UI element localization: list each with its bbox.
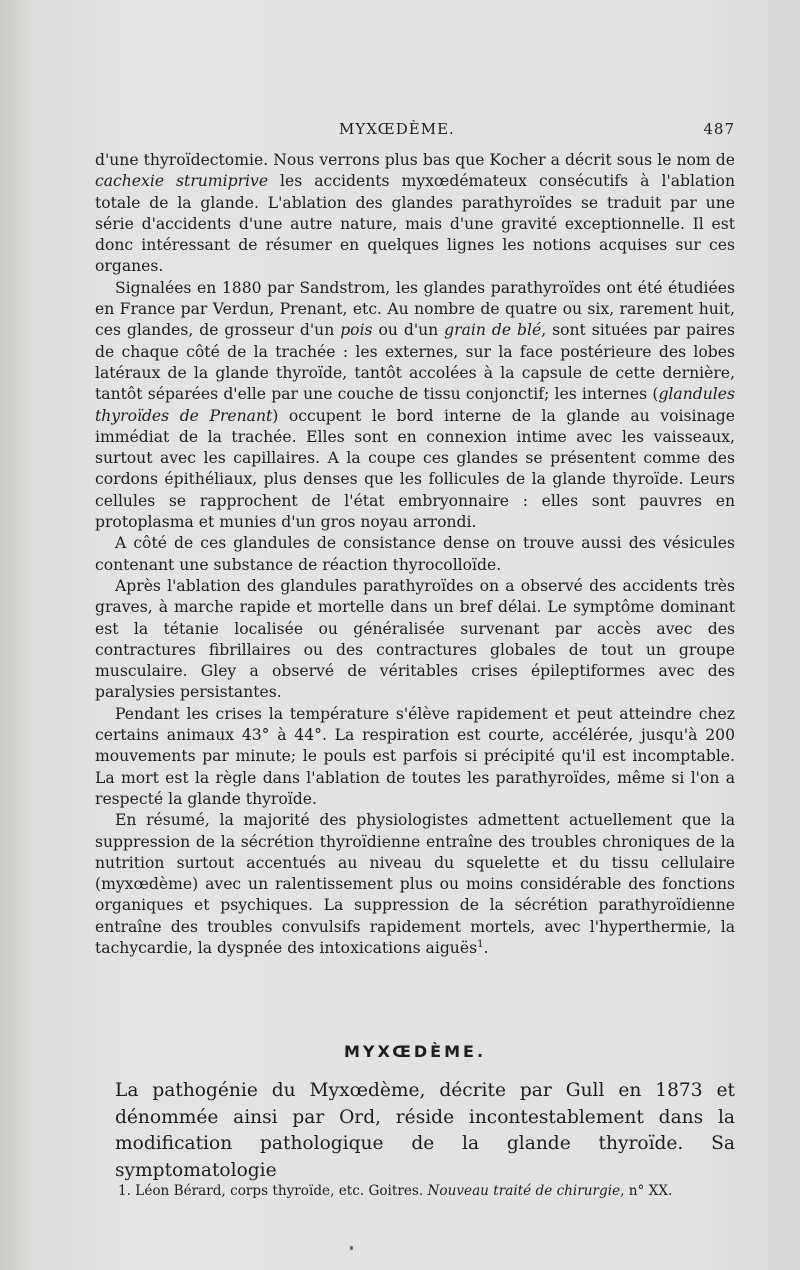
paragraph-3: A côté de ces glandules de consistance dense on trouve aussi des vésicules contenant une substance de réaction thyrocolloïde. [95,534,735,574]
section-heading: MYXŒDÈME. [343,1042,487,1061]
intro-paragraph: La pathogénie du Myxœdème, décrite par Gull en 1873 et dénommée ainsi par Ord, réside incontestablement dans la modification pathologique de la glande thyroïde. Sa symptomatologie [115,1080,735,1181]
footnote-source: Nouveau traité de chirurgie [427,1183,621,1199]
intro-text [115,1078,735,1184]
paragraph-2: Signalées en 1880 par Sandstrom, les glandes parathyroïdes ont été étudiées en France par Verdun, Prenant, etc. Au nombre de quatre ou six, rarement huit, ces glandes, de grosseur d'un pois ou d'un grain de blé, sont situées par paires de chaque côté de la trachée : les externes, sur la face postérieure des lobes latéraux de la glande thyroïde, tantôt accolées à la capsule de cette dernière, tantôt séparées d'elle par une couche de tissu conjonctif; les internes (glandules thyroïdes de Prenant) occupent le bord interne de la glande au voisinage immédiat de la trachée. Elles sont en connexion intime avec les vaisseaux, surtout avec les capillaires. A la coupe ces glandes se présentent comme des cordons épithéliaux, plus denses que les follicules de la glande thyroïde. Leurs cellules se rapprochent de l'état embryonnaire : elles sont pauvres en protoplasma et munies d'un gros noyau arrondi. [95,278,735,532]
page-header [95,120,735,144]
paragraph-1: d'une thyroïdectomie. Nous verrons plus bas que Kocher a décrit sous le nom de cachexie strumiprive les accidents myxœdémateux consécutifs à l'ablation totale de la glande. L'ablation des glandes parathyroïdes se traduit par une série d'accidents d'une autre nature, mais d'une gravité exceptionnelle. Il est donc intéressant de résumer en quelques lignes les notions acquises sur ces organes. [95,151,735,276]
paragraph-4: Après l'ablation des glandules parathyroïdes on a observé des accidents très graves, à marche rapide et mortelle dans un bref délai. Le symptôme dominant est la tétanie localisée ou généralisée survenant par accès avec des contractures fibrillaires ou des contractures globales de tout un groupe musculaire. Gley a observé de véritables crises épileptiformes avec des paralysies persistantes. [95,576,735,702]
paragraph-5: Pendant les crises la température s'élève rapidement et peut atteindre chez certains animaux 43° à 44°. La respiration est courte, accélérée, jusqu'à 200 mouvements par minute; le pouls est parfois si précipité qu'il est incomptable. La mort est la règle dans l'ablation de toutes les parathyroïdes, même si l'on a respecté la glande thyroïde. [95,704,735,808]
footnote-ref: 1 [477,938,484,950]
footnote-number: 1. [118,1183,131,1199]
page-number: 487 [703,120,735,138]
running-title: MYXŒDÈME. [339,120,455,138]
ink-speck [350,1246,353,1250]
footnote: 1. Léon Bérard, corps thyroïde, etc. Goitres. Nouveau traité de chirurgie, n° XX. [118,1183,673,1199]
body-text [95,150,735,959]
paragraph-6: En résumé, la majorité des physiologistes admettent actuellement que la suppression de la sécrétion thyroïdienne entraîne des troubles chroniques de la nutrition surtout accentués au niveau du squelette et du tissu cellulaire (myxœdème) avec un ralentissement plus ou moins considérable des fonctions organiques et psychiques. La suppression de la sécrétion parathyroïdienne entraîne des troubles convulsifs rapidement mortels, avec l'hyperthermie, la tachycardie, la dyspnée des intoxications aiguës$^1$. [95,811,735,957]
